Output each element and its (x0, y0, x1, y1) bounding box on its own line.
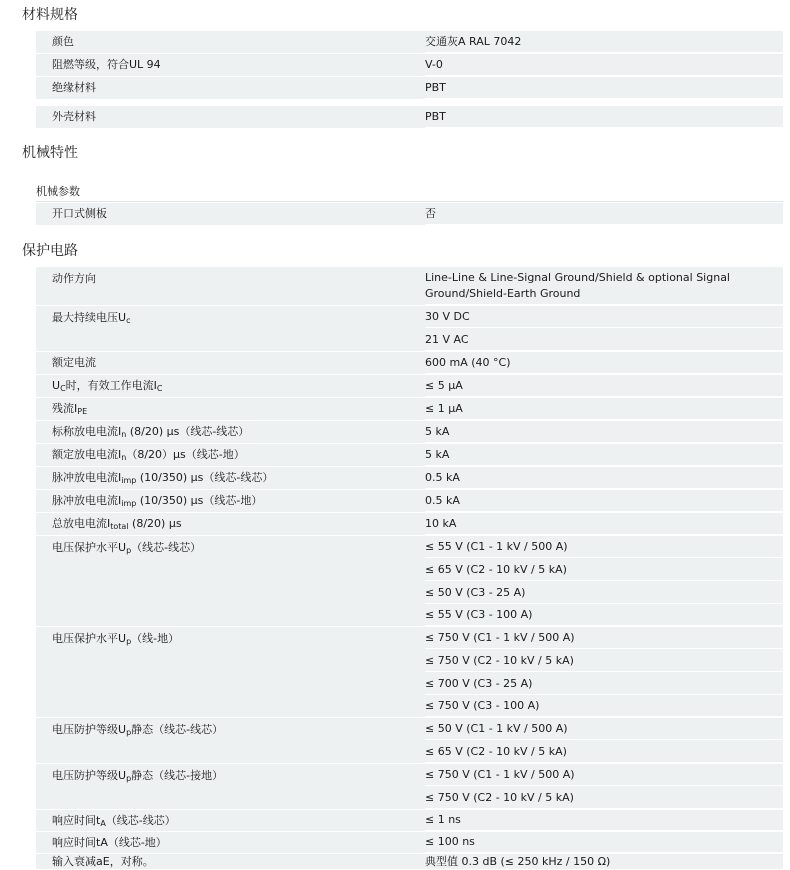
subheading-mechanical-params: 机械参数 (36, 185, 80, 198)
spec-value: ≤ 1 ns (425, 813, 461, 826)
spec-value: 0.5 kA (425, 493, 460, 507)
spec-value: ≤ 750 V (C1 - 1 kV / 500 A) (425, 630, 575, 644)
spec-label: 脉冲放电电流$I_{imp}$ (10/350) μs（线芯-线芯） (52, 471, 274, 485)
section-title-protection: 保护电路 (22, 243, 78, 259)
spec-row-attenuation (36, 854, 783, 869)
spec-row-rated-current (36, 352, 783, 374)
spec-value: ≤ 65 V (C2 - 10 kV / 5 kA) (425, 562, 567, 576)
spec-label: 颜色 (52, 35, 74, 48)
divider (36, 201, 783, 202)
spec-value: PBT (425, 80, 446, 94)
spec-label: 额定电流 (52, 356, 96, 369)
spec-label: 电压防护等级$U_p$静态（线芯-线芯） (52, 723, 224, 737)
spec-value: ≤ 1 μA (425, 401, 463, 415)
spec-label: 阻燃等级，符合UL 94 (52, 58, 161, 71)
spec-label: 外壳材料 (52, 110, 96, 123)
spec-row-protection-level-lg (36, 627, 783, 717)
spec-value: ≤ 750 V (C1 - 1 kV / 500 A) (425, 767, 575, 781)
spec-row-nominal-discharge-lg (36, 444, 783, 466)
spec-row-working-current (36, 375, 783, 397)
spec-label: 电压保护水平$U_p$（线-地） (52, 632, 180, 646)
section-title-mechanical: 机械特性 (22, 145, 78, 161)
spec-row-nominal-discharge-ll (36, 421, 783, 443)
spec-value: ≤ 750 V (C2 - 10 kV / 5 kA) (425, 653, 574, 667)
spec-row-housing (36, 106, 783, 128)
section-title-materials: 材料规格 (22, 7, 78, 23)
spec-label: 残流$I_{PE}$ (52, 402, 88, 416)
spec-row-flammability (36, 54, 783, 76)
spec-value: ≤ 50 V (C3 - 25 A) (425, 585, 526, 599)
spec-value: 5 kA (425, 424, 450, 438)
spec-label: 总放电电流$I_{total}$ (8/20) μs (52, 517, 182, 531)
spec-label: 动作方向 (52, 272, 96, 285)
spec-label: 绝缘材料 (52, 81, 96, 94)
spec-value: 交通灰A RAL 7042 (425, 34, 522, 48)
spec-label: 额定放电电流$I_n(8/20)\mu s$（线芯-地） (52, 448, 245, 462)
spec-row-max-voltage (36, 306, 783, 351)
spec-label: 响应时间$t_A$（线芯-线芯） (52, 813, 176, 828)
spec-value: ≤ 5 μA (425, 378, 463, 392)
spec-value: 600 mA (40 °C) (425, 355, 511, 369)
spec-row-response-lg (36, 832, 783, 853)
spec-label: 输入衰减aE，对称。 (52, 854, 154, 868)
spec-row-open-side (36, 203, 783, 225)
spec-value: V-0 (425, 57, 443, 71)
spec-value: ≤ 50 V (C1 - 1 kV / 500 A) (425, 721, 568, 735)
spec-row-protection-level-ll (36, 536, 783, 626)
spec-value: 5 kA (425, 447, 450, 461)
spec-label: $U_C$时，有效工作电流$I_C$ (52, 379, 163, 393)
spec-row-impulse-lg (36, 490, 783, 512)
spec-label: 标称放电电流$I_n$ (8/20) μs（线芯-线芯） (52, 425, 250, 439)
spec-row-total-discharge (36, 513, 783, 535)
spec-row-static-ll (36, 718, 783, 763)
spec-value: 典型值 0.3 dB (≤ 250 kHz / 150 Ω) (425, 854, 611, 868)
spec-label: 电压保护水平$U_p$（线芯-线芯） (52, 541, 202, 555)
spec-value: ≤ 700 V (C3 - 25 A) (425, 676, 533, 690)
spec-value: ≤ 750 V (C3 - 100 A) (425, 699, 540, 712)
spec-value: ≤ 55 V (C1 - 1 kV / 500 A) (425, 539, 568, 553)
spec-value: ≤ 65 V (C2 - 10 kV / 5 kA) (425, 744, 567, 758)
spec-value: ≤ 55 V (C3 - 100 A) (425, 608, 533, 621)
spec-row-residual-current (36, 398, 783, 420)
spec-value: 否 (425, 206, 436, 220)
spec-label: 电压防护等级$U_p$静态（线芯-接地） (52, 769, 224, 783)
spec-value: PBT (425, 109, 446, 123)
spec-row-color (36, 31, 783, 53)
spec-label: 脉冲放电电流$I_{imp}$ (10/350) μs（线芯-地） (52, 494, 263, 508)
spec-row-insulation (36, 77, 783, 99)
spec-row-static-lg (36, 764, 783, 809)
spec-label: 开口式侧板 (52, 207, 107, 220)
spec-value: ≤ 750 V (C2 - 10 kV / 5 kA) (425, 790, 574, 804)
spec-value: 0.5 kA (425, 470, 460, 484)
spec-value: ≤ 100 ns (425, 835, 475, 848)
spec-label: 最大持续电压$U_c$ (52, 311, 131, 325)
spec-row-impulse-ll (36, 467, 783, 489)
spec-label: 响应时间tA（线芯-地） (52, 835, 167, 849)
spec-value: Line-Line & Line-Signal Ground/Shield & optional Signal Ground/Shield-Earth Ground (425, 271, 730, 300)
spec-value: 10 kA (425, 516, 457, 530)
spec-row-direction (36, 267, 783, 305)
spec-value: 30 V DC (425, 309, 470, 323)
spec-value: 21 V AC (425, 332, 469, 346)
spec-row-response-ll (36, 810, 783, 831)
